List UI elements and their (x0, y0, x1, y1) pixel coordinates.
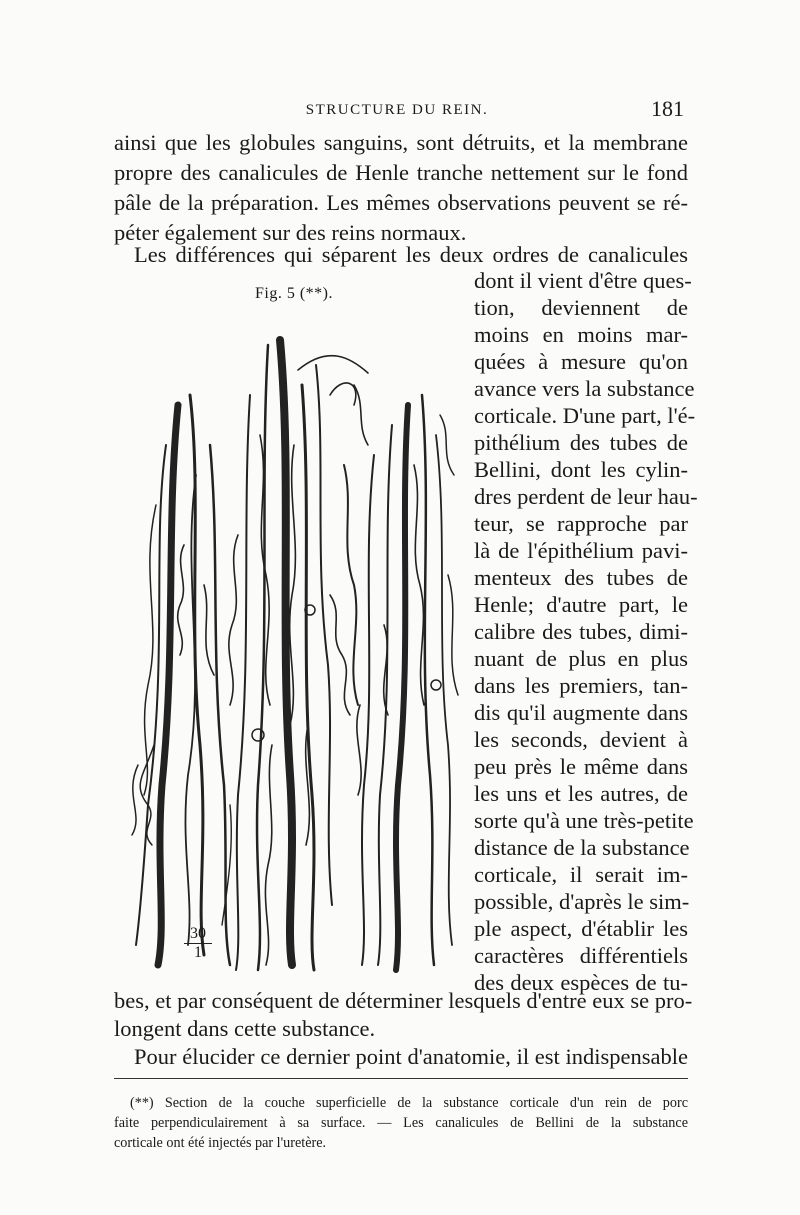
body-line: bes, et par conséquent de déterminer lesquels d'entre eux se pro- (114, 988, 693, 1013)
column-line: ple aspect, d'établir les (474, 916, 688, 941)
column-line: dont il vient d'être ques- (474, 268, 692, 293)
column-line: caractères différentiels (474, 943, 688, 968)
column-line: Bellini, dont les cylin- (474, 457, 688, 482)
page-header (110, 98, 684, 124)
column-line: dres perdent de leur hau- (474, 484, 698, 509)
column-line: corticale. D'une part, l'é- (474, 403, 696, 428)
figure-illustration (118, 325, 470, 975)
paragraph-start-line: Pour élucider ce dernier point d'anatomie, il est indispensable (134, 1044, 688, 1069)
column-line: distance de la substance (474, 835, 690, 860)
scale-numerator: 30 (184, 925, 212, 944)
column-line: dans les premiers, tan- (474, 673, 688, 698)
body-line: propre des canalicules de Henle tranche nettement sur le fond (114, 160, 688, 185)
column-line: corticale, il serait im- (474, 862, 688, 887)
column-line: Henle; d'autre part, le (474, 592, 688, 617)
column-line: quées à mesure qu'on (474, 349, 688, 374)
body-line: pâle de la préparation. Les mêmes observations peuvent se ré- (114, 190, 688, 215)
footnote-line: (**) Section de la couche superficielle de la substance corticale d'un rein de porc (130, 1095, 688, 1111)
paragraph-start-line: Les différences qui séparent les deux ordres de canalicules (134, 242, 688, 267)
column-line: calibre des tubes, dimi- (474, 619, 688, 644)
column-line: moins en moins mar- (474, 322, 688, 347)
page-number: 181 (651, 96, 684, 121)
footnote-rule (114, 1078, 688, 1079)
column-line: les uns et les autres, de (474, 781, 688, 806)
column-line: dis qu'il augmente dans (474, 700, 688, 725)
scale-label (184, 925, 212, 962)
figure-caption: Fig. 5 (**). (255, 285, 333, 302)
column-line: possible, d'après le sim- (474, 889, 690, 914)
column-line: menteux des tubes de (474, 565, 688, 590)
column-line: peu près le même dans (474, 754, 688, 779)
body-line: ainsi que les globules sanguins, sont détruits, et la membrane (114, 130, 688, 155)
column-line: des deux espèces de tu- (474, 970, 688, 995)
column-line: les seconds, devient à (474, 727, 688, 752)
footnote-line: corticale ont été injectés par l'uretère. (114, 1135, 327, 1151)
column-line: pithélium des tubes de (474, 430, 688, 455)
running-title: STRUCTURE DU REIN. (305, 102, 489, 118)
column-line: nuant de plus en plus (474, 646, 688, 671)
body-line: péter également sur des reins normaux. (114, 220, 467, 245)
column-line: sorte qu'à une très-petite (474, 808, 694, 833)
column-line: teur, se rapproche par (474, 511, 688, 536)
scale-denominator: 1 (194, 944, 202, 961)
column-line: là de l'épithélium pavi- (474, 538, 688, 563)
column-line: avance vers la substance (474, 376, 695, 401)
body-line: longent dans cette substance. (114, 1016, 376, 1041)
footnote-line: faite perpendiculairement à sa surface. — Les canalicules de Bellini de la substance (114, 1115, 688, 1131)
column-line: tion, deviennent de (474, 295, 688, 320)
